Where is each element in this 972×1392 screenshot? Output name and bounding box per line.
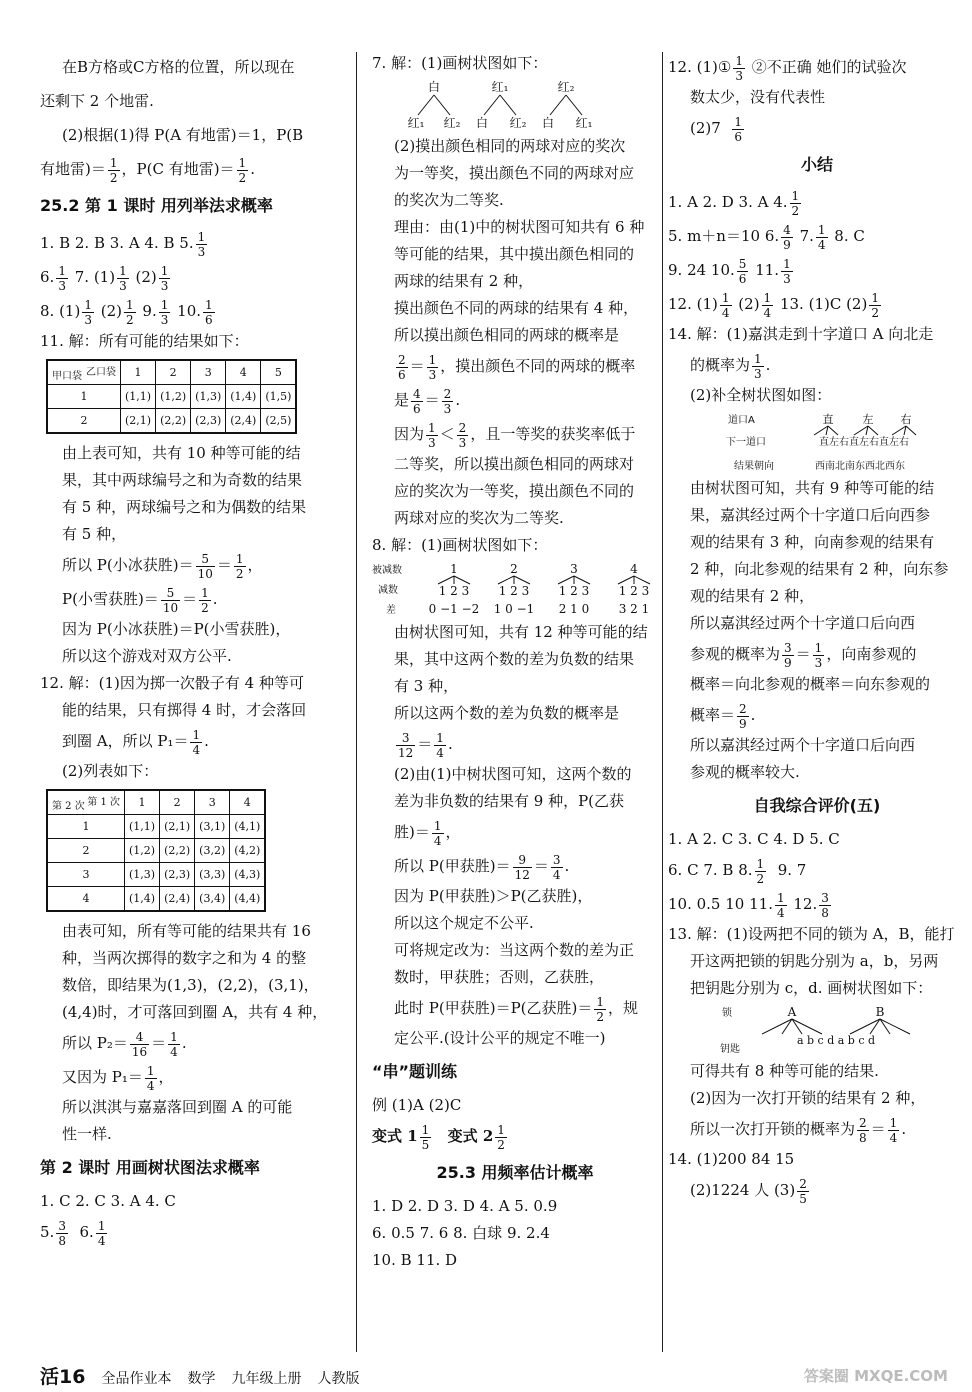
svg-text:1 2 3: 1 2 3 [438,584,470,598]
svg-text:白: 白 [541,116,555,130]
svg-text:1 2 3: 1 2 3 [618,584,650,598]
column-divider [356,52,357,1352]
text-line: 在B方格或C方格的位置，所以现在 [62,58,295,76]
fraction: $\frac{1}{2}$ [238,155,247,185]
svg-text:钥匙: 钥匙 [720,1044,740,1055]
svg-text:1: 1 [450,562,458,576]
svg-text:白: 白 [475,116,489,130]
page-footer: 活16 全品作业本 数学 九年级上册 人教版 [40,1366,360,1388]
svg-text:西南北南东西北西东: 西南北南东西北西东 [815,461,905,472]
answer-line: 8. (1) $\frac{1}{3}$ (2) $\frac{1}{2}$ 9. $\frac{1}{3}$ 10. $\frac{1}{6}$ [40,297,213,327]
column-right: 12. (1)① $\frac{1}{3}$ ②不正确 她们的试验次 数太少，没有代表性 (2)7 $\frac{1}{6}$ 小结 1. A 2. D 3. A 4. $\frac{1}{2}$ 5. m＋n＝10 6. $\frac{4}{9}$ 7. $\frac{1}{4}$ 8. C 9. 24 10. $\frac{5}{6}$ 11. $\frac{1}{3}$ 12. (1) $\frac{1}{4}$ (2) $\frac{1}{4}$ 13. (1)C (2) $\frac{1}{2}$ 14. 解：(1)嘉淇走到十字道口 A 向北走 的概率为 $\frac{1}{3}$ . (2)补全树状图如图： 道口A 下一道口 结果朝向 直 左 右 直左右直左右直左右 西南北南东西北西东 由树状图可知，共有 9 种等可能的结 果，嘉淇经过两个十字道口后向西参 观的结果有 3 种，向南参观的结果有 2 种，向北参观的结果有 2 种，向东参 观的结果有 2 种， 所以嘉淇经过两个十字道口后向西 参观的概率为 $\frac{3}{9}$ ＝ $\frac{1}{3}$ ，向南参观的 概率＝向北参观的概率＝向东参观的 概率＝ $\frac{2}{9}$ . 所以嘉淇经过两个十字道口后向西 参观的概率较大. 自我综合评价(五) 1. A 2. C 3. C 4. D 5. C 6. C 7. B 8. $\frac{1}{2}$ 9. 7 10. 0.5 10 11. $\frac{1}{4}$ 12. $\frac{3}{8}$ 13. 解：(1)设两把不同的锁为 A，B，能打 开这两把锁的钥匙分别为 a，b，另两 把钥匙分别为 c，d. 画树状图如下： 锁 钥匙 A B a b c d a b c d 可得共有 8 种等可能的结果. (2)因为一次打开锁的结果有 2 种， 所以一次打开锁的概率为 $\frac{2}{8}$ ＝ $\frac{1}{4}$ . 14. (1)200 84 15 (2)1224 人 (3) $\frac{2}{5}$ [668,50,966,1207]
section-heading: 25.3 用频率估计概率 [436,1163,594,1182]
svg-text:减数: 减数 [378,585,398,596]
svg-text:0 −1 −2: 0 −1 −2 [428,602,480,616]
svg-text:1 0 −1: 1 0 −1 [493,602,535,616]
column-left: 在B方格或C方格的位置，所以现在 还剩下 2 个地雷. (2)根据(1)得 P(A 有地雷)＝1，P(B 有地雷)＝ $\frac{1}{2}$ ，P(C 有地雷)＝ $\frac{1}{2}$ . 25.2 第 1 课时 用列举法求概率 1. B 2. B 3. A 4. B 5. $\frac{1}{3}$ 6. $\frac{1}{3}$ 7. (1) $\frac{1}{3}$ (2) $\frac{1}{3}$ 8. (1) $\frac{1}{3}$ (2) $\frac{1}{2}$ 9. $\frac{1}{3}$ 10. $\frac{1}{6}$ 11. 解：所有可能的结果如下： 乙口袋 甲口袋 1 2 3 4 5 1 (1,1) (1,2) (1,3) (1,4) (1,5) 2 (2,1) (2,2) (2,3) (2,4) (2,5) 由上表可知，共有 10 种等可能的结 果，其中两球编号之和为奇数的结果 有 5 种，两球编号之和为偶数的结果 有 5 种， 所以 P(小冰获胜)＝ $\frac{5}{10}$ ＝ $\frac{1}{2}$ ， P(小雪获胜)＝ $\frac{5}{10}$ ＝ $\frac{1}{2}$ . 因为 P(小冰获胜)＝P(小雪获胜)， 所以这个游戏对双方公平. 12. 解：(1)因为掷一次骰子有 4 种等可 能的结果，只有掷得 4 时，才会落回 到圈 A，所以 P₁＝ $\frac{1}{4}$ . (2)列表如下： 第 1 次 第 2 次 1 2 3 4 1 (1,1) (2,1) (3,1) (4,1) 2 (1,2) (2,2) (3,2) (4,2) 3 (1,3) (2,3) (3,3) (4,3) 4 (1,4) (2,4) (3,4) (4,4) 由表可知，所有等可能的结果共有 16 种，当两次掷得的数字之和为 4 的整 数倍，即结果为(1,3)，(2,2)，(3,1)， (4,4)时，才可落回到圈 A，共有 4 种， 所以 P₂＝ $\frac{4}{16}$ ＝ $\frac{1}{4}$ . 又因为 P₁＝ $\frac{1}{4}$ ， 所以淇淇与嘉嘉落回到圈 A 的可能 性一样. 第 2 课时 用画树状图法求概率 1. C 2. C 3. A 4. C 5. $\frac{3}{8}$ 6. $\frac{1}{4}$ [40,50,350,1249]
section-heading: 第 2 课时 用画树状图法求概率 [40,1158,260,1177]
svg-text:道口A: 道口A [728,415,755,426]
svg-text:锁: 锁 [722,1008,732,1019]
tree-diagram-8 [372,561,658,617]
question-7: 7. 解：(1)画树状图如下： [372,54,548,72]
fraction: $\frac{1}{2}$ [109,155,118,185]
svg-text:左: 左 [862,413,874,426]
question-13: 13. 解：(1)设两把不同的锁为 A，B，能打 [668,925,955,943]
tree-diagram-7 [372,79,658,131]
section-heading: 自我综合评价(五) [753,796,881,815]
watermark-logo: 答案圈 MXQE.COM [803,1367,948,1385]
svg-text:红₁: 红₁ [575,116,593,130]
svg-text:A: A [787,1005,797,1019]
svg-text:3 2 1: 3 2 1 [618,602,650,616]
text-line: (2)根据(1)得 P(A 有地雷)＝1，P(B [62,126,304,144]
svg-text:下一道口: 下一道口 [726,437,766,448]
svg-text:红₂: 红₂ [509,116,527,130]
svg-text:a b c d a b c d: a b c d a b c d [796,1034,876,1047]
svg-text:直: 直 [822,413,834,426]
svg-text:直左右直左右直左右: 直左右直左右直左右 [819,437,909,448]
question-12: 12. 解：(1)因为掷一次骰子有 4 种等可 [40,674,304,692]
column-divider [662,52,663,1352]
question-14: 14. 解：(1)嘉淇走到十字道口 A 向北走 [668,325,934,343]
table-11: 乙口袋 甲口袋 1 2 3 4 5 1 (1,1) (1,2) (1,3) (1,4) (1,5) 2 (2,1) (2,2) (2,3) (2,4) (2,5) [46,359,297,434]
svg-text:差: 差 [386,605,396,616]
tree-diagram-14 [668,411,966,473]
tree-diagram-13 [668,1004,966,1056]
table-12: 第 1 次 第 2 次 1 2 3 4 1 (1,1) (2,1) (3,1) (4,1) 2 (1,2) (2,2) (3,2) (4,2) 3 (1,3) (2,3) (3,3) (4,3) 4 (1,4) (2,4) (3,4) (4,4) [46,789,266,912]
text-line: 有地雷)＝ $\frac{1}{2}$ ，P(C 有地雷)＝ $\frac{1}{2}$ . [40,155,255,185]
svg-text:红₁: 红₁ [491,80,509,94]
svg-text:红₂: 红₂ [557,80,575,94]
answer-line: 1. B 2. B 3. A 4. B 5. $\frac{1}{3}$ [40,229,206,259]
svg-text:1 2 3: 1 2 3 [558,584,590,598]
svg-text:B: B [875,1005,885,1019]
svg-text:右: 右 [900,413,912,426]
svg-text:4: 4 [630,562,638,576]
svg-text:1 2 3: 1 2 3 [498,584,530,598]
svg-text:红₂: 红₂ [443,116,461,130]
section-heading: “串”题训练 [372,1062,458,1081]
question-8: 8. 解：(1)画树状图如下： [372,536,548,554]
column-middle: 7. 解：(1)画树状图如下： 白 红₁ 红₂ 红₁ 红₂ 白 红₂ 白 红₁ (2)摸出颜色相同的两球对应的奖次 为一等奖，摸出颜色不同的两球对应 的奖次为二等奖. 理由：由(1)中的树状图可知共有 6 种 等可能的结果，其中摸出颜色相同的 两球的结果有 2 种， 摸出颜色不同的两球的结果有 4 种， 所以摸出颜色相同的两球的概率是 $\frac{2}{6}$ ＝ $\frac{1}{3}$ ，摸出颜色不同的两球的概率 是 $\frac{4}{6}$ ＝ $\frac{2}{3}$ . 因为 $\frac{1}{3}$ ＜ $\frac{2}{3}$ ，且一等奖的获奖率低于 二等奖，所以摸出颜色相同的两球对 应的奖次为一等奖，摸出颜色不同的 两球对应的奖次为二等奖. 8. 解：(1)画树状图如下： 被减数 减数 差 1 2 3 4 1 2 3 1 2 3 1 2 3 1 2 3 0 −1 −2 1 0 −1 2 1 0 3 2 1 由树状图可知，共有 12 种等可能的结 果，其中这两个数的差为负数的结果 有 3 种， 所以这两个数的差为负数的概率是 $\frac{3}{12}$ ＝ $\frac{1}{4}$ . (2)由(1)中树状图可知，这两个数的 差为非负数的结果有 9 种，P(乙获 胜)＝ $\frac{1}{4}$ ， 所以 P(甲获胜)＝ $\frac{9}{12}$ ＝ $\frac{3}{4}$ . 因为 P(甲获胜)＞P(乙获胜)， 所以这个规定不公平. 可将规定改为：当这两个数的差为正 数时，甲获胜；否则，乙获胜， 此时 P(甲获胜)＝P(乙获胜)＝ $\frac{1}{2}$ ，规 定公平.(设计公平的规定不唯一) “串”题训练 例 (1)A (2)C 变式 1 $\frac{1}{5}$ 变式 2 $\frac{1}{2}$ 25.3 用频率估计概率 1. D 2. D 3. D 4. A 5. 0.9 6. 0.5 7. 6 8. 白球 9. 2.4 10. B 11. D [372,50,658,1274]
svg-text:红₁: 红₁ [407,116,425,130]
question-11: 11. 解：所有可能的结果如下： [40,332,249,350]
section-heading: 小结 [800,155,833,174]
answer-line: 6. $\frac{1}{3}$ 7. (1) $\frac{1}{3}$ (2) $\frac{1}{3}$ [40,263,169,293]
svg-text:被减数: 被减数 [372,565,402,576]
svg-text:3: 3 [570,562,578,576]
page-number: 活16 [40,1366,86,1388]
svg-text:白: 白 [427,80,441,94]
svg-text:2: 2 [510,562,518,576]
svg-text:结果朝向: 结果朝向 [734,461,774,472]
section-heading: 25.2 第 1 课时 用列举法求概率 [40,196,273,215]
text-line: 还剩下 2 个地雷. [40,92,154,110]
svg-text:2 1 0: 2 1 0 [558,602,590,616]
